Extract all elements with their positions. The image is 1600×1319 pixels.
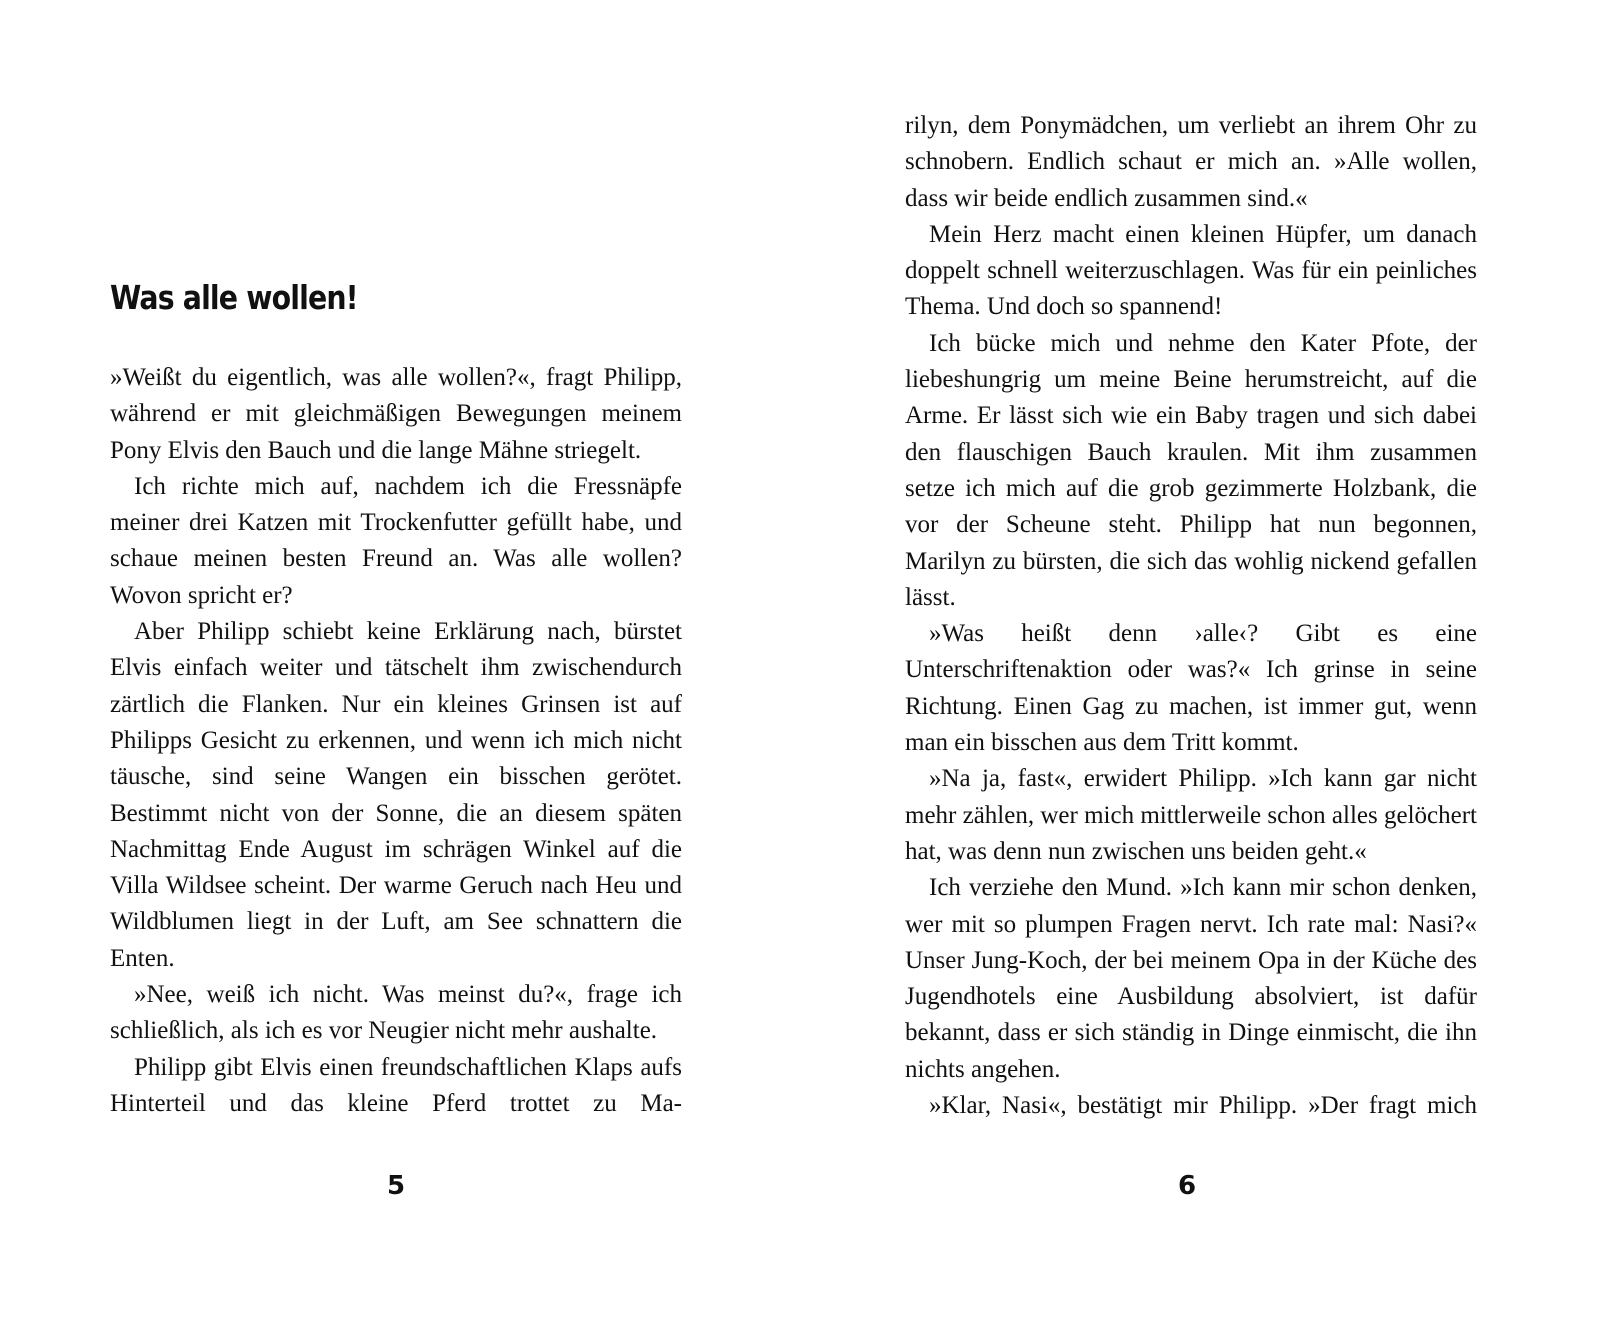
paragraph: »Na ja, fast«, erwidert Philipp. »Ich kann gar nicht mehr zählen, wer mich mittlerweile schon alles gelöchert hat, was denn nun zwischen uns beiden geht.«	[905, 765, 1477, 865]
paragraph: Ich verziehe den Mund. »Ich kann mir schon denken, wer mit so plumpen Fragen nervt. Ich rate mal: Nasi?« Unser Jung-Koch, der bei meinem Opa in der Küche des Jugendhotels eine Ausbildung absolviert, ist dafür bekannt, dass er sich ständig in Dinge einmischt, die ihn nichts angehen.	[905, 874, 1477, 1083]
paragraph: »Klar, Nasi«, bestätigt mir Philipp. »Der fragt mich	[929, 1092, 1477, 1120]
paragraph: »Nee, weiß ich nicht. Was meinst du?«, frage ich schließlich, als ich es vor Neugier nicht mehr aushalte.	[110, 981, 682, 1045]
left-page-body	[110, 360, 682, 1122]
page-number: 6	[1177, 1171, 1197, 1201]
paragraph: Mein Herz macht einen kleinen Hüpfer, um danach doppelt schnell weiterzuschlagen. Was für ein peinliches Thema. Und doch so spannend!	[905, 220, 1477, 321]
right-page	[800, 0, 1600, 1319]
paragraph: Ich bücke mich und nehme den Kater Pfote, der liebeshungrig um meine Beine herumstreicht, auf die Arme. Er lässt sich wie ein Baby tragen und sich dabei den flauschigen Bauch kraulen. Mit ihm zusammen setze ich mich auf die grob gezimmerte Holzbank, die vor der Scheune steht. Philipp hat nun begonnen, Marilyn zu bürsten, die sich das wohlig nickend gefallen lässt.	[905, 329, 1477, 611]
paragraph: Aber Philipp schiebt keine Erklärung nach, bürstet Elvis einfach weiter und tätschelt ihm zwischendurch zärtlich die Flanken. Nur ein kleines Grinsen ist auf Philipps Gesicht zu erkennen, und wenn ich mich nicht täusche, sind seine Wangen ein bisschen gerötet. Bestimmt nicht von der Sonne, die an diesem späten Nachmittag Ende August im schrägen Winkel auf die Villa Wildsee scheint. Der warme Geruch nach Heu und Wildblumen liegt in der Luft, am See schnattern die Enten.	[110, 618, 682, 972]
page-number: 5	[386, 1171, 406, 1201]
chapter-title: Was alle wollen!	[110, 278, 358, 317]
paragraph: »Was heißt denn ›alle‹? Gibt es eine Unterschriftenaktion oder was?« Ich grinse in seine Richtung. Einen Gag zu machen, ist immer gut, wenn man ein bisschen aus dem Tritt kommt.	[905, 620, 1477, 757]
paragraph: Philipp gibt Elvis einen freundschaftlichen Klaps aufs Hinterteil und das kleine Pferd trottet zu Ma-	[110, 1053, 682, 1117]
right-page-body	[905, 108, 1477, 1124]
paragraph: Ich richte mich auf, nachdem ich die Fressnäpfe meiner drei Katzen mit Trockenfutter gefüllt habe, und schaue meinen besten Freund an. Was alle wollen? Wovon spricht er?	[110, 472, 682, 609]
paragraph: »Weißt du eigentlich, was alle wollen?«, fragt Philipp, während er mit gleichmäßigen Bewegungen meinem Pony Elvis den Bauch und die lange Mähne striegelt.	[110, 364, 682, 464]
paragraph: rilyn, dem Ponymädchen, um verliebt an ihrem Ohr zu schnobern. Endlich schaut er mich an. »Alle wollen, dass wir beide endlich zusammen sind.«	[905, 112, 1477, 212]
